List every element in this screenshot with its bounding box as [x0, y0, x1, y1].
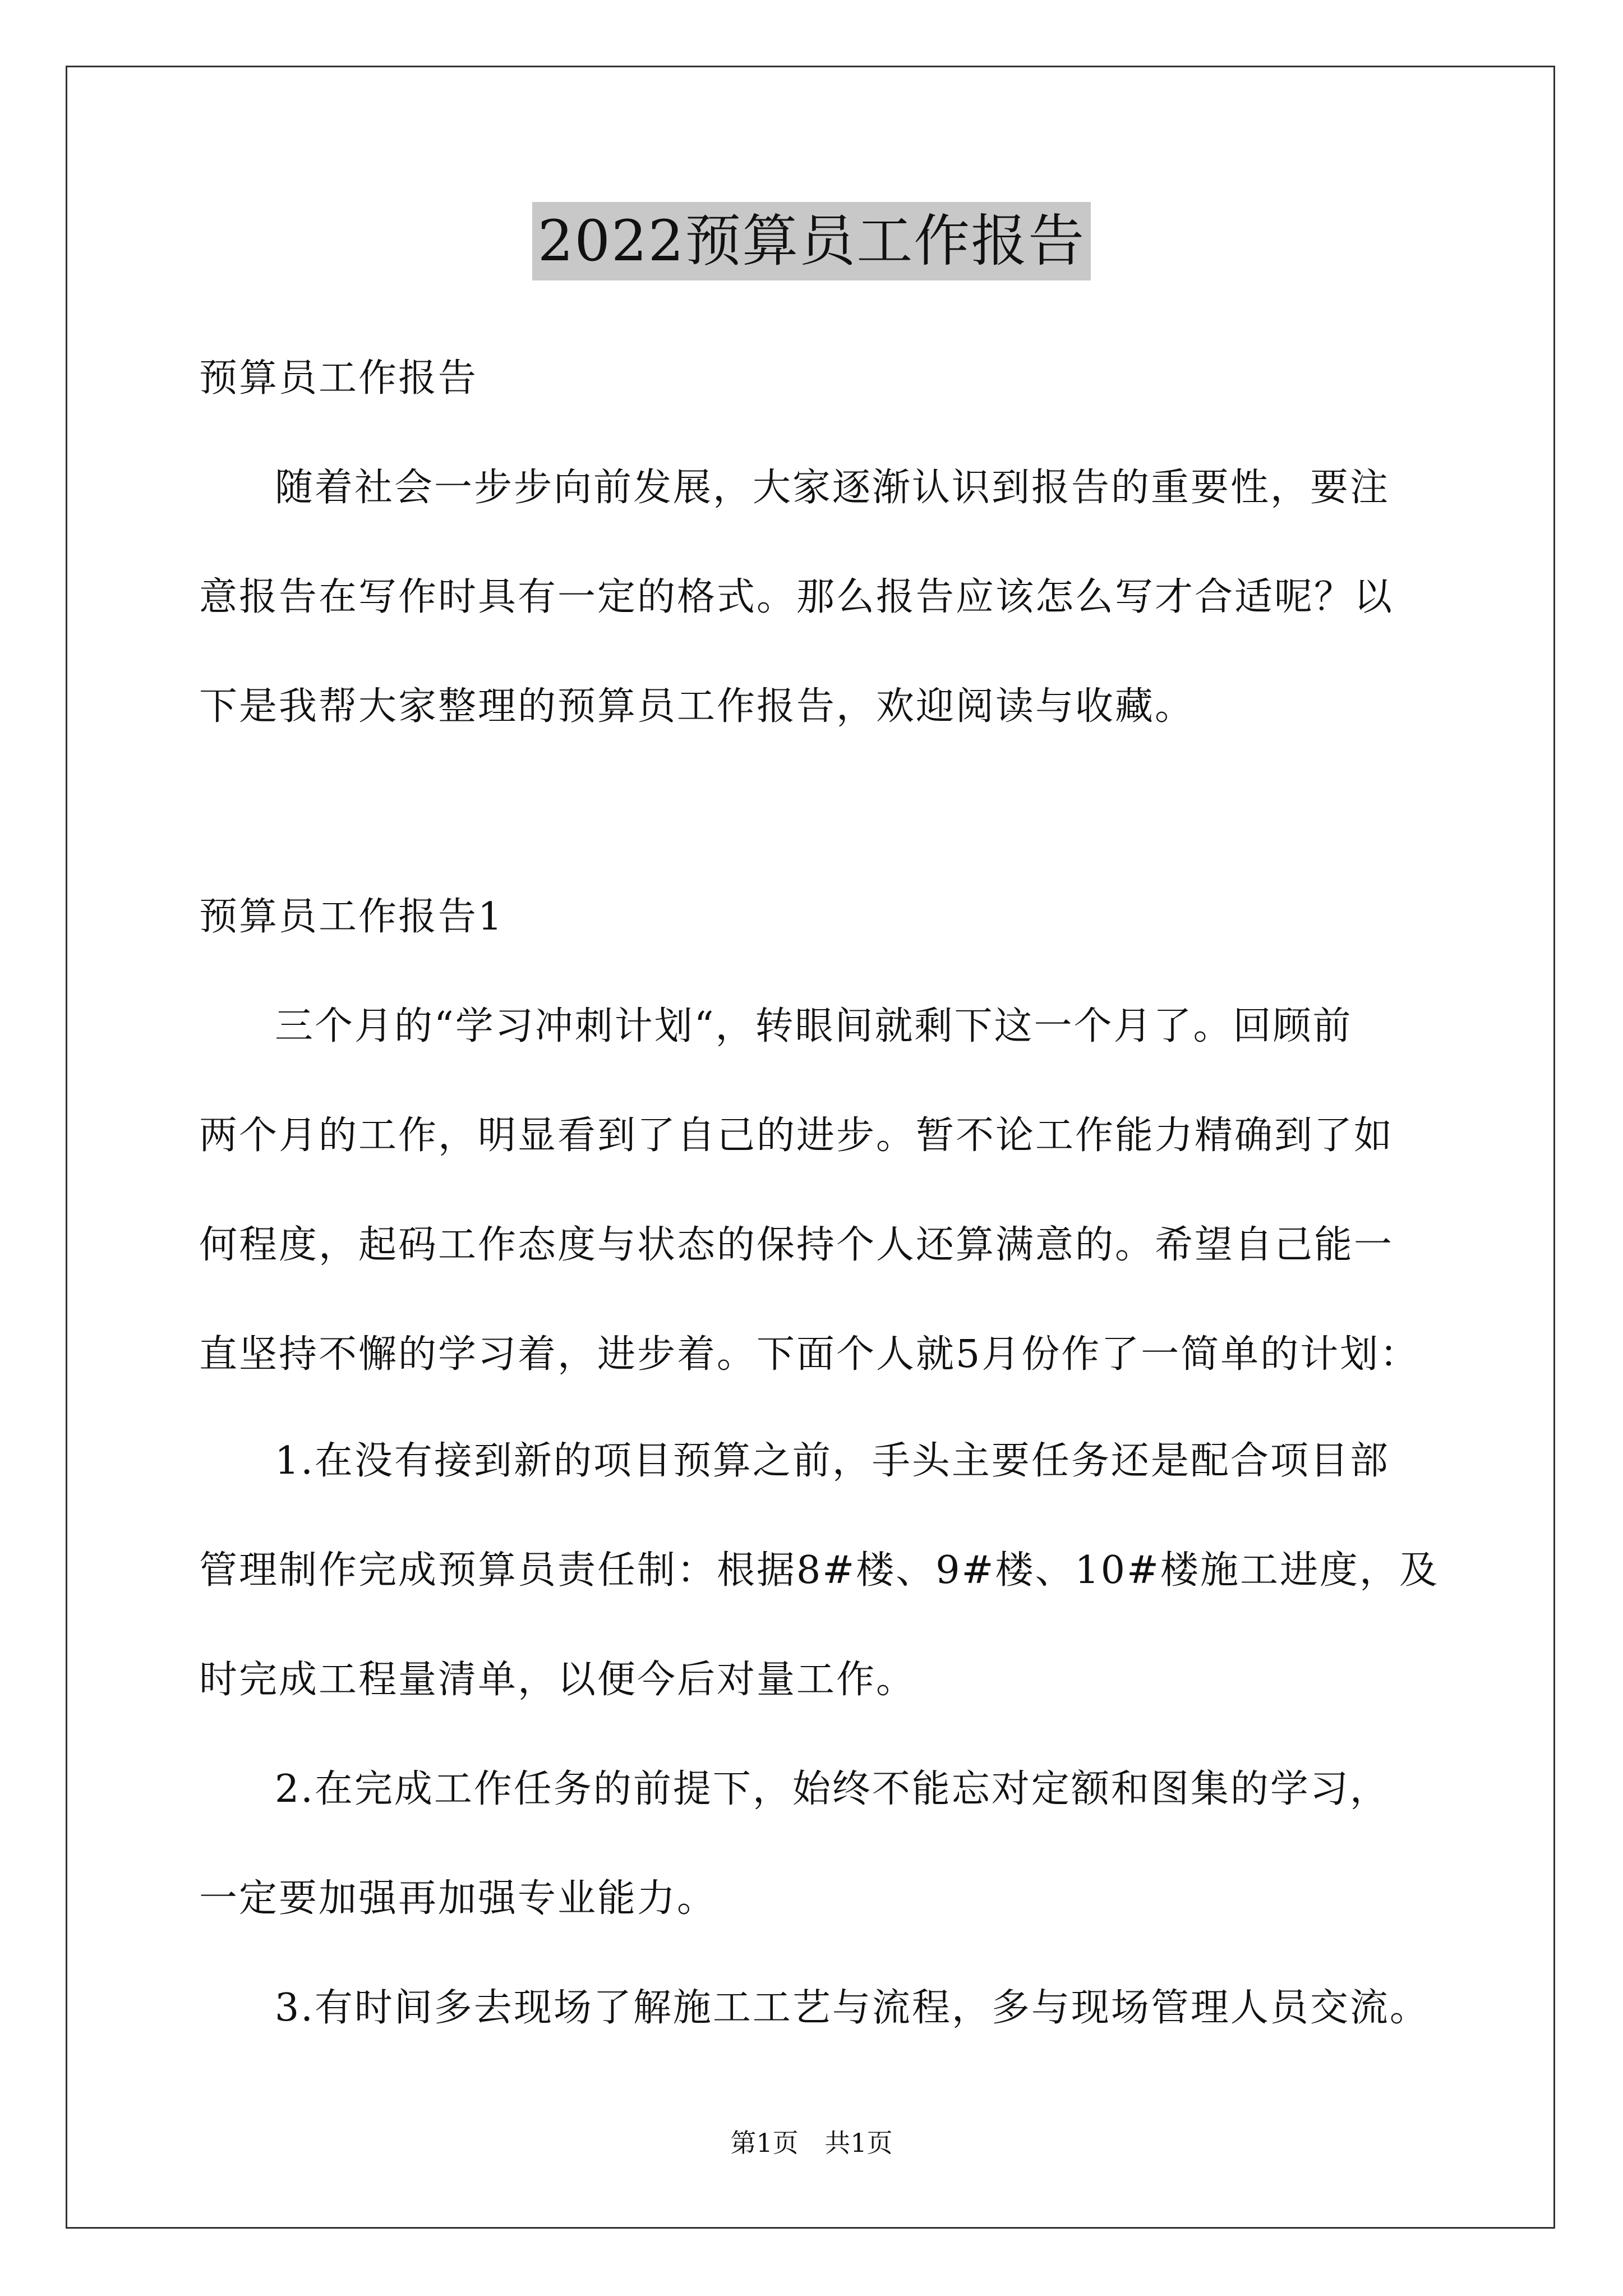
paragraph-line: 意报告在写作时具有一定的格式。那么报告应该怎么写才合适呢？以	[199, 575, 1394, 619]
section-heading: 预算员工作报告	[199, 356, 478, 401]
list-item-line: 1.在没有接到新的项目预算之前，手头主要任务还是配合项目部	[275, 1439, 1390, 1483]
page-number-total: 共1页	[824, 2128, 893, 2158]
section-heading: 预算员工作报告1	[199, 895, 504, 939]
paragraph-line: 直坚持不懈的学习着，进步着。下面个人就5月份作了一简单的计划：	[199, 1332, 1420, 1377]
list-item-line: 一定要加强再加强专业能力。	[199, 1876, 717, 1921]
list-item-line: 2.在完成工作任务的前提下，始终不能忘对定额和图集的学习，	[275, 1767, 1390, 1811]
list-item-line: 3.有时间多去现场了解施工工艺与流程，多与现场管理人员交流。	[275, 1986, 1430, 2030]
page-number-current: 第1页	[730, 2128, 799, 2158]
page-footer	[0, 2126, 1623, 2160]
paragraph-line: 两个月的工作，明显看到了自己的进步。暂不论工作能力精确到了如	[199, 1114, 1394, 1158]
title-container	[0, 202, 1623, 280]
list-item-line: 管理制作完成预算员责任制：根据8#楼、9#楼、10#楼施工进度，及	[199, 1548, 1439, 1593]
paragraph-line: 下是我帮大家整理的预算员工作报告，欢迎阅读与收藏。	[199, 684, 1195, 729]
list-item-line: 时完成工程量清单，以便今后对量工作。	[199, 1658, 916, 1702]
document-title: 2022预算员工作报告	[532, 202, 1091, 280]
paragraph-line: 随着社会一步步向前发展，大家逐渐认识到报告的重要性，要注	[275, 466, 1390, 510]
paragraph-line: 何程度，起码工作态度与状态的保持个人还算满意的。希望自己能一	[199, 1223, 1394, 1267]
paragraph-line: 三个月的“学习冲刺计划“，转眼间就剩下这一个月了。回顾前	[275, 1004, 1353, 1048]
